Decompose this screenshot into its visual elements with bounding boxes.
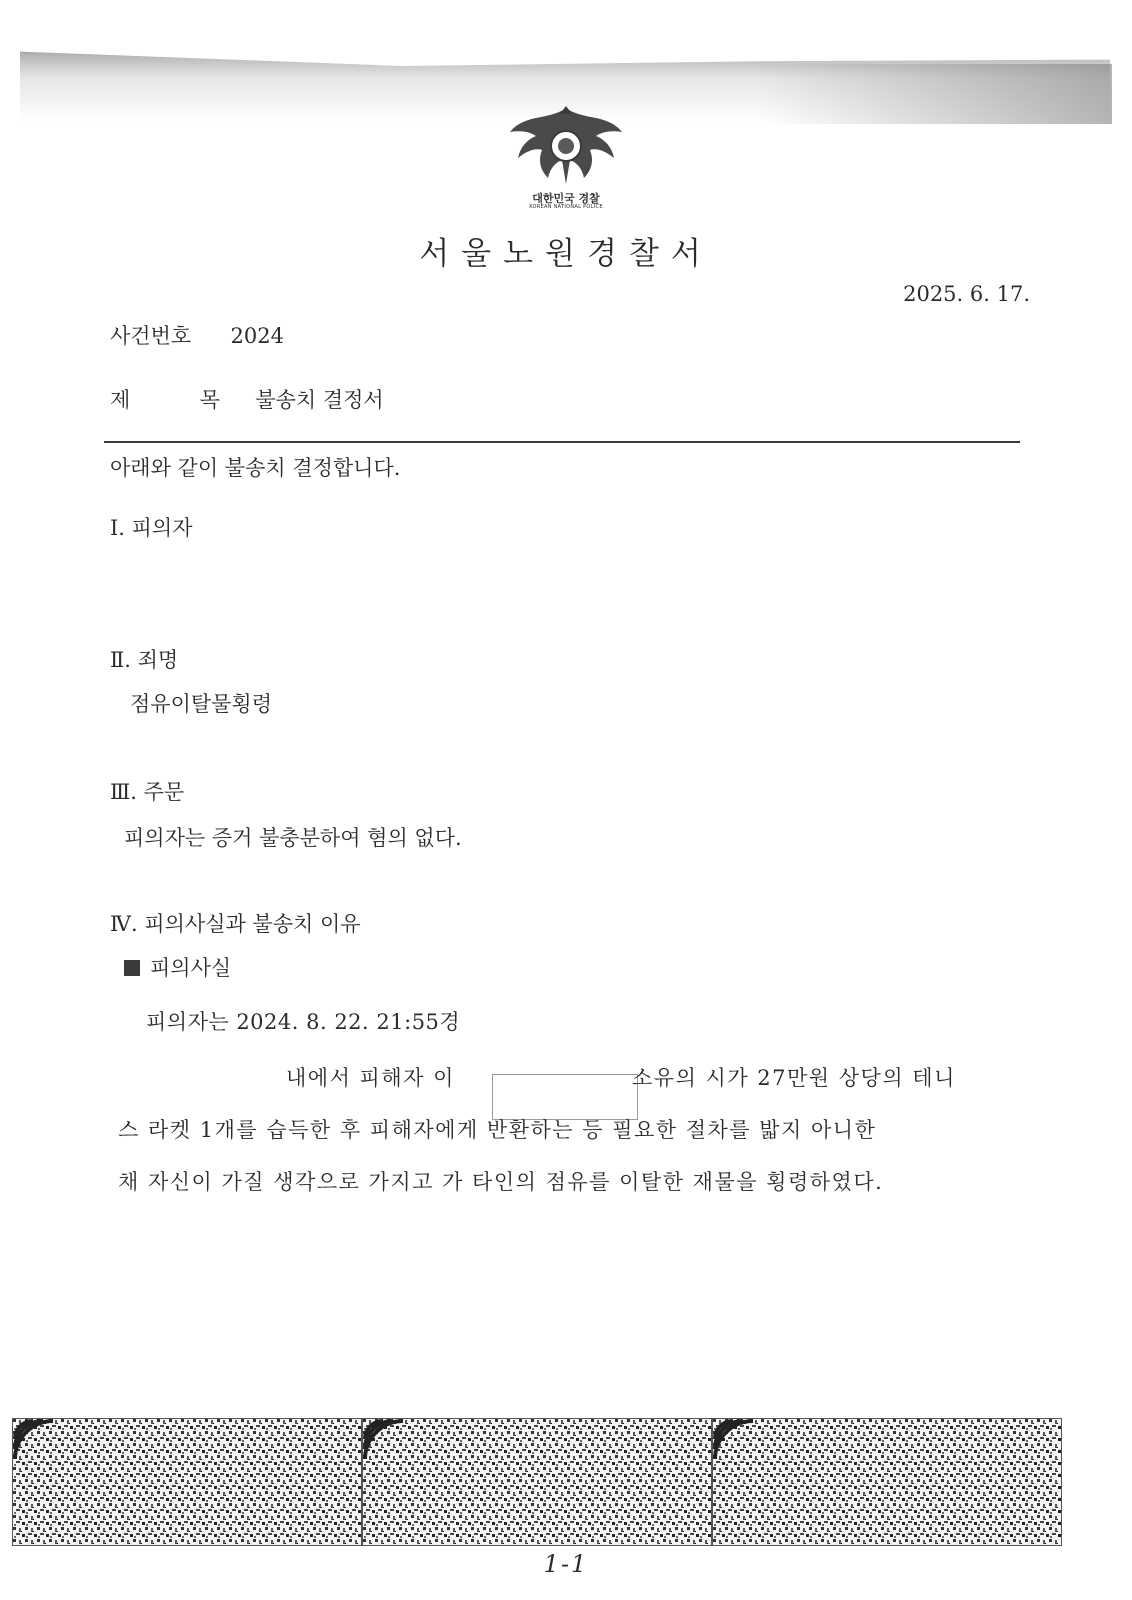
document-date: 2025. 6. 17. <box>903 282 1030 306</box>
square-bullet-icon <box>124 960 140 976</box>
section-facts-heading: Ⅳ. 피의사실과 불송치 이유 <box>110 912 361 936</box>
organization-name: 서울노원경찰서 <box>419 236 713 272</box>
scan-corner-shadow <box>760 64 1112 124</box>
intro-text: 아래와 같이 불송치 결정합니다. <box>110 456 401 480</box>
ruling-value: 피의자는 증거 불충분하여 혐의 없다. <box>124 826 462 850</box>
case-number-value: 2024 <box>230 324 284 348</box>
section-ruling-heading: Ⅲ. 주문 <box>110 780 185 804</box>
police-emblem-icon <box>506 104 626 188</box>
document-barcode-3 <box>712 1418 1062 1546</box>
page-number: 1-1 <box>543 1550 589 1578</box>
section-charge-heading: Ⅱ. 죄명 <box>110 648 179 672</box>
facts-line-1: 피의자는 2024. 8. 22. 21:55경 <box>146 1010 461 1034</box>
facts-subheading: 피의사실 <box>150 956 232 980</box>
title-value: 불송치 결정서 <box>255 388 384 412</box>
document-barcode-1 <box>12 1418 362 1546</box>
facts-line-3: 스 라켓 1개를 습득한 후 피해자에게 반환하는 등 필요한 절차를 밟지 아니한 <box>118 1118 877 1142</box>
case-number-label: 사건번호 <box>110 324 192 348</box>
case-number-row <box>110 320 284 350</box>
facts-line-4: 채 자신이 가질 생각으로 가지고 가 타인의 점유를 이탈한 재물을 횡령하였다. <box>118 1170 884 1194</box>
emblem-label-ko: 대한민국 경찰 <box>532 192 600 205</box>
facts-subheading-row <box>124 952 231 982</box>
facts-line-2a: 내에서 피해자 이 <box>286 1066 455 1090</box>
section-suspect-heading: Ⅰ. 피의자 <box>110 516 193 540</box>
emblem-label-en: KOREAN NATIONAL POLICE <box>529 204 603 210</box>
redaction-mark <box>286 290 396 370</box>
title-label: 제 목 <box>110 388 226 412</box>
title-row <box>110 384 384 414</box>
divider <box>104 441 1020 443</box>
charge-value: 점유이탈물횡령 <box>130 692 273 716</box>
document-barcode-2 <box>362 1418 712 1546</box>
facts-line-2b: 소유의 시가 27만원 상당의 테니 <box>632 1066 956 1090</box>
